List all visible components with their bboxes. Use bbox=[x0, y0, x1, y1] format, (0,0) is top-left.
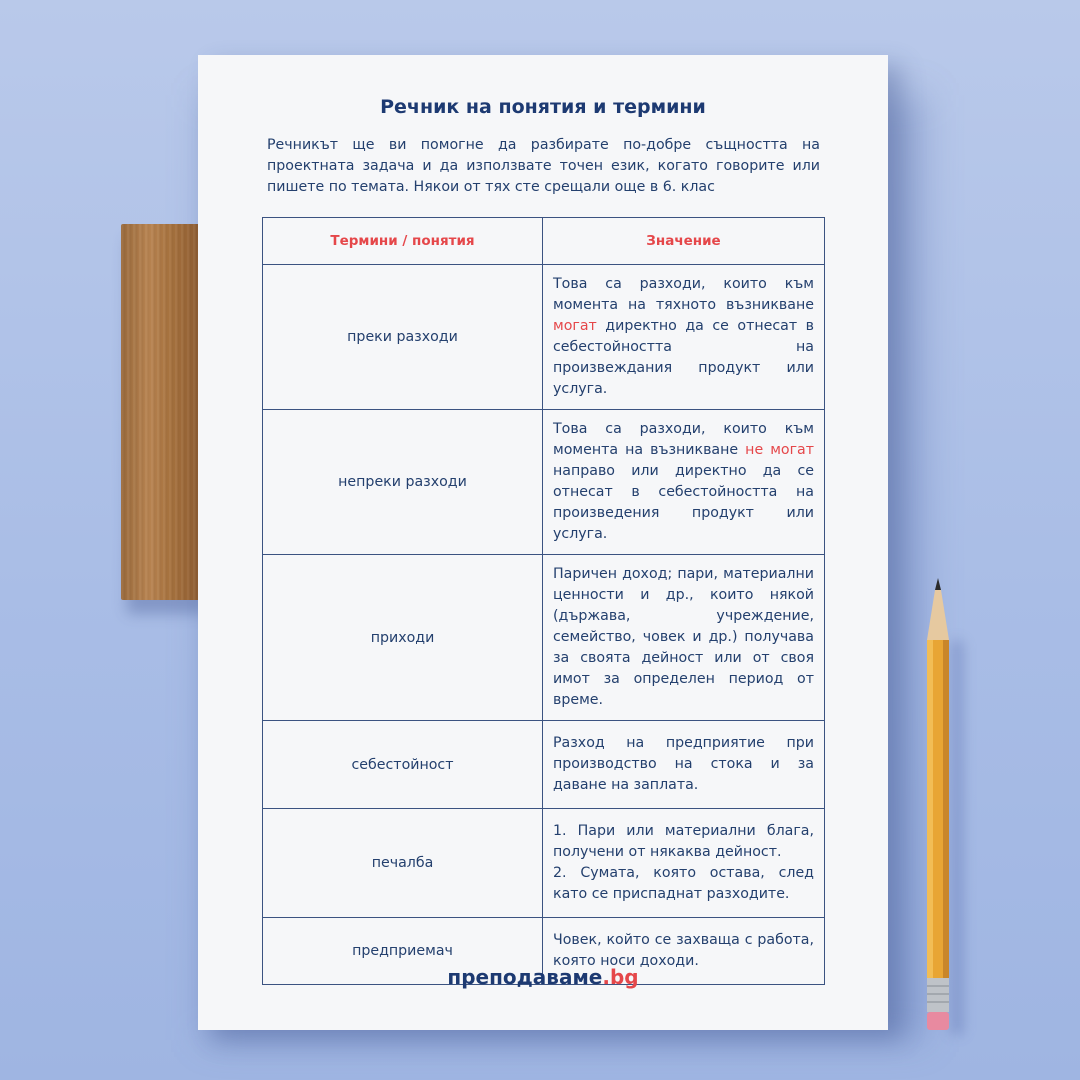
meaning-text: Паричен доход; пари, материални ценности и др., които някой (държава, учреждение, семейство, човек и др.) получава за своята дейност или от своя имот за определен период от време. bbox=[553, 566, 814, 708]
meaning-text-end: директно да се отнесат в себестойността на произвеждания продукт или услуга. bbox=[553, 318, 814, 397]
table-header-row bbox=[263, 218, 825, 265]
meaning-text: 1. Пари или материални блага, получени от някаква дейност. bbox=[553, 823, 814, 860]
term-cell: себестойност bbox=[263, 721, 543, 809]
meaning-text: Разход на предприятие при производство на стока и за даване на заплата. bbox=[553, 735, 814, 793]
meaning-cell bbox=[543, 265, 825, 410]
header-meaning: Значение bbox=[543, 218, 825, 265]
meaning-text-end: направо или директно да се отнесат в себестойността на произведения продукт или услуга. bbox=[553, 463, 814, 542]
meaning-cell bbox=[543, 721, 825, 809]
pencil-icon bbox=[924, 578, 952, 1038]
table-row bbox=[263, 721, 825, 809]
page-title: Речник на понятия и термини bbox=[380, 96, 706, 118]
meaning-text-line2: 2. Сумата, която остава, след като се приспаднат разходите. bbox=[553, 865, 814, 902]
meaning-text: Човек, който се захваща с работа, която носи доходи. bbox=[553, 932, 814, 969]
meaning-text: Това са разходи, които към момента на възникване bbox=[553, 421, 814, 458]
term-cell: преки разходи bbox=[263, 265, 543, 410]
term-cell: печалба bbox=[263, 809, 543, 918]
meaning-highlight: могат bbox=[553, 318, 597, 334]
table-row bbox=[263, 410, 825, 555]
logo-name: преподаваме bbox=[447, 965, 603, 989]
logo-tld: .bg bbox=[602, 965, 639, 989]
paper-sheet bbox=[198, 55, 888, 1030]
term-cell: непреки разходи bbox=[263, 410, 543, 555]
term-cell: приходи bbox=[263, 555, 543, 721]
pencil-shadow bbox=[950, 640, 964, 1035]
meaning-highlight: не могат bbox=[745, 442, 815, 458]
term-cell: предприемач bbox=[263, 918, 543, 985]
brand-logo bbox=[198, 965, 888, 989]
table-row bbox=[263, 809, 825, 918]
meaning-text: Това са разходи, които към момента на тяхното възникване bbox=[553, 276, 814, 313]
table-row bbox=[263, 555, 825, 721]
meaning-cell bbox=[543, 809, 825, 918]
intro-paragraph: Речникът ще ви помогне да разбирате по-добре същността на проектната задача и да използвате точен език, когато говорите или пишете по темата. Някои от тях сте срещали още в 6. клас bbox=[267, 137, 820, 195]
table-row bbox=[263, 265, 825, 410]
glossary-table bbox=[262, 217, 825, 985]
wooden-block bbox=[121, 224, 201, 600]
meaning-cell bbox=[543, 410, 825, 555]
header-terms: Термини / понятия bbox=[263, 218, 543, 265]
meaning-cell bbox=[543, 555, 825, 721]
